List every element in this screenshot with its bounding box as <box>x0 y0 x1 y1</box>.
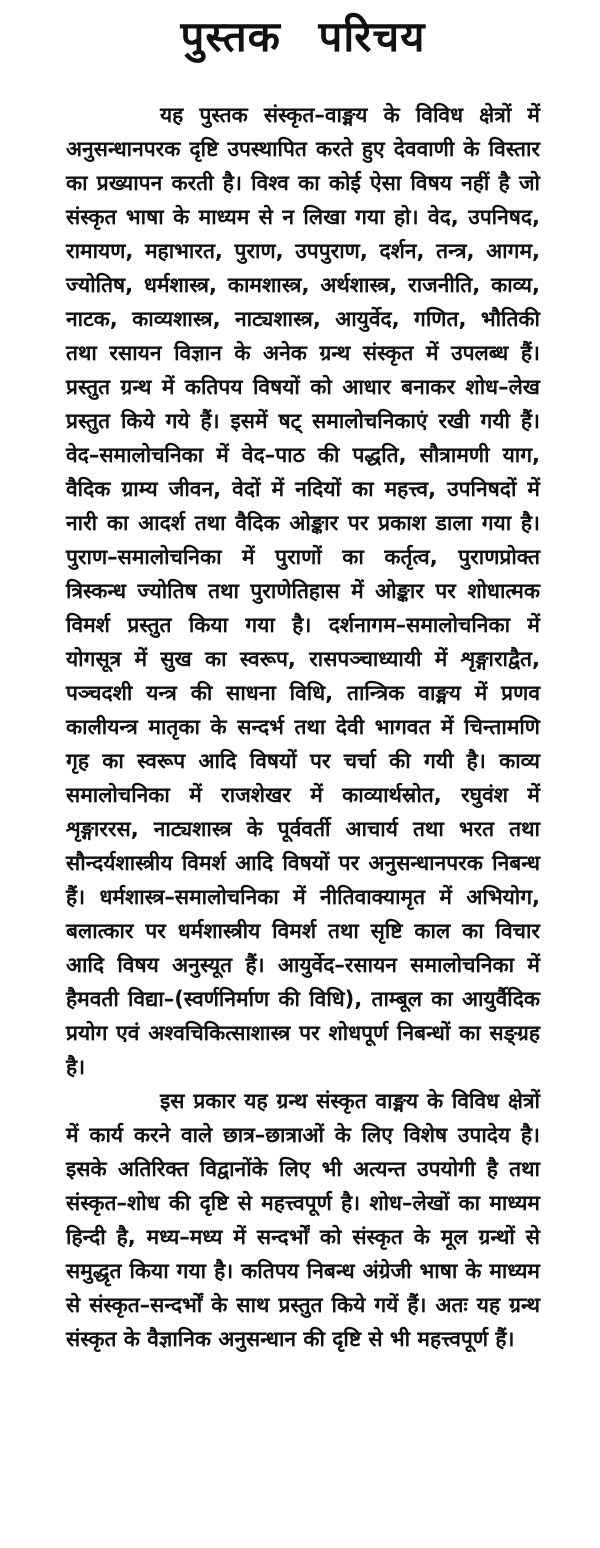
paragraph-overview: यह पुस्तक संस्कृत–वाङ्मय के विविध क्षेत्रों में अनुसन्धानपरक दृष्टि उपस्थापित करते हुए देववाणी के विस्तार का प्रख्यापन करती है। विश्व का कोई ऐसा विषय नहीं है जो संस्कृत भाषा के माध्यम से न लिखा गया हो। वेद, उपनिषद, रामायण, महाभारत, पुराण, उपपुराण, दर्शन, तन्त्र, आगम, ज्योतिष, धर्मशास्त्र, कामशास्त्र, अर्थशास्त्र, राजनीति, काव्य, नाटक, काव्यशास्त्र, नाट्यशास्त्र, आयुर्वेद, गणित, भौतिकी तथा रसायन विज्ञान के अनेक ग्रन्थ संस्कृत में उपलब्ध हैं। प्रस्तुत ग्रन्थ में कतिपय विषयों को आधार बनाकर शोध–लेख प्रस्तुत किये गये हैं। इसमें षट् समालोचनिकाएं रखी गयी हैं। वेद–समालोचनिका में वेद–पाठ की पद्धति, सौत्रामणी याग, वैदिक ग्राम्य जीवन, वेदों में नदियों का महत्त्व, उपनिषदों में नारी का आदर्श तथा वैदिक ओङ्कार पर प्रकाश डाला गया है। पुराण–समालोचनिका में पुराणों का कर्तृत्व, पुराणप्रोक्त त्रिस्कन्ध ज्योतिष तथा पुराणेतिहास में ओङ्कार पर शोधात्मक विमर्श प्रस्तुत किया गया है। दर्शनागम–समालोचनिका में योगसूत्र में सुख का स्वरूप, रासपञ्चाध्यायी में शृङ्गाराद्वैत, पञ्चदशी यन्त्र की साधना विधि, तान्त्रिक वाङ्मय में प्रणव कालीयन्त्र मातृका के सन्दर्भ तथा देवी भागवत में चिन्तामणि गृह का स्वरूप आदि विषयों पर चर्चा की गयी है। काव्य समालोचनिका में राजशेखर में काव्यार्थस्रोत, रघुवंश में शृङ्गाररस, नाट्यशास्त्र के पूर्ववर्ती आचार्य तथा भरत तथा सौन्दर्यशास्त्रीय विमर्श आदि विषयों पर अनुसन्धानपरक निबन्ध हैं। धर्मशास्त्र–समालोचनिका में नीतिवाक्यामृत में अभियोग, बलात्कार पर धर्मशास्त्रीय विमर्श तथा सृष्टि काल का विचार आदि विषय अनुस्यूत हैं। आयुर्वेद–रसायन समालोचनिका में हैमवती विद्या–(स्वर्णनिर्माण की विधि), ताम्बूल का आयुर्वैदिक प्रयोग एवं अश्वचिकित्साशास्त्र पर शोधपूर्ण निबन्धों का सङ्ग्रह है। <box>66 103 540 1079</box>
page-title: पुस्तक परिचय <box>180 12 426 61</box>
paragraph-conclusion: इस प्रकार यह ग्रन्थ संस्कृत वाङ्मय के विविध क्षेत्रों में कार्य करने वाले छात्र–छात्राओं के लिए विशेष उपादेय है। इसके अतिरिक्त विद्वानोंके लिए भी अत्यन्त उपयोगी है तथा संस्कृत–शोध की दृष्टि से महत्त्वपूर्ण है। शोध–लेखों का माध्यम हिन्दी है, मध्य–मध्य में सन्दर्भों को संस्कृत के मूल ग्रन्थों से समुद्धृत किया गया है। कतिपय निबन्ध अंग्रेजी भाषा के माध्यम से संस्कृत–सन्दर्भों के साथ प्रस्तुत किये गयें हैं। अतः यह ग्रन्थ संस्कृत के वैज्ञानिक अनुसन्धान की दृष्टि से भी महत्त्वपूर्ण हैं। <box>66 1089 540 1351</box>
